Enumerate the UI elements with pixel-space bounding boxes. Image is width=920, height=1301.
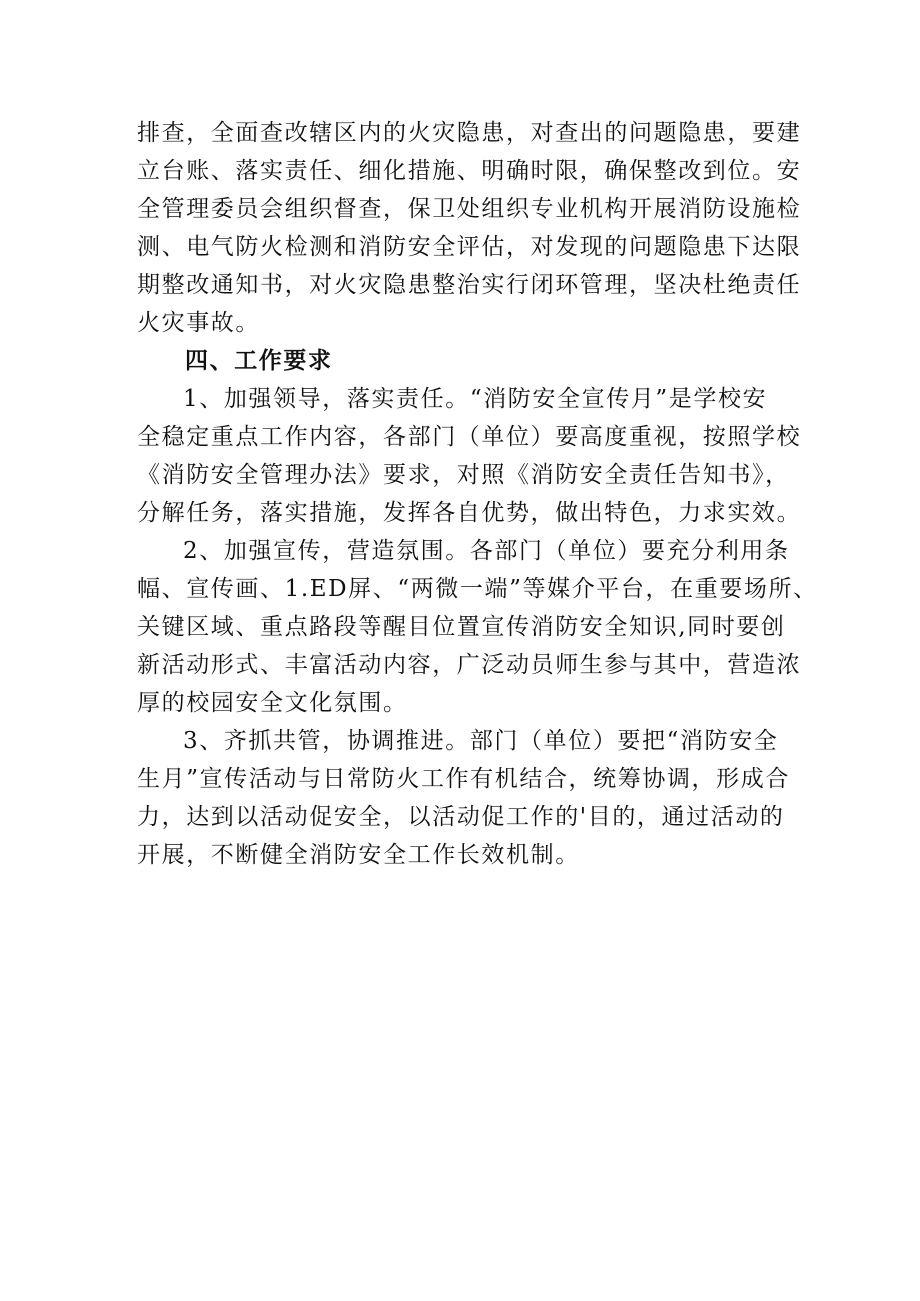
text-line: 新活动形式、丰富活动内容，广泛动员师生参与其中，营造浓 bbox=[137, 652, 802, 678]
text-line: 关键区域、重点路段等醒目位置宣传消防安全知识,同时要创 bbox=[137, 614, 786, 640]
paragraph-leadership bbox=[137, 380, 802, 532]
text-line: 排查，全面查改辖区内的火灾隐患，对查出的问题隐患，要建 bbox=[137, 120, 802, 146]
text-line: 测、电气防火检测和消防安全评估，对发现的问题隐患下达限 bbox=[137, 234, 802, 260]
section-heading: 四、工作要求 bbox=[185, 348, 333, 374]
paragraph-publicity bbox=[137, 532, 818, 722]
text-line: 2、加强宣传，营造氛围。各部门（单位）要充分利用条 bbox=[183, 538, 790, 564]
text-line: 立台账、落实责任、细化措施、明确时限，确保整改到位。安 bbox=[137, 158, 802, 184]
text-line: 全稳定重点工作内容，各部门（单位）要高度重视，按照学校 bbox=[137, 424, 802, 450]
text-line: 幅、宣传画、1.ED屏、“两微一端”等媒介平台，在重要场所、 bbox=[137, 576, 818, 602]
text-line: 1、加强领导，落实责任。“消防安全宣传月”是学校安 bbox=[183, 386, 768, 412]
text-line: 《消防安全管理办法》要求，对照《消防安全责任告知书》， bbox=[137, 462, 790, 488]
paragraph-coordination bbox=[137, 722, 797, 874]
text-line: 生月”宣传活动与日常防火工作有机结合，统筹协调，形成合 bbox=[137, 766, 790, 792]
paragraph-hazard-rectification bbox=[137, 114, 802, 342]
document-body bbox=[137, 114, 818, 874]
text-line: 分解任务，落实措施，发挥各自优势，做出特色，力求实效。 bbox=[137, 500, 802, 526]
text-line: 火灾事故。 bbox=[137, 310, 260, 336]
text-line: 厚的校园安全文化氛围。 bbox=[137, 690, 408, 716]
text-line: 全管理委员会组织督查，保卫处组织专业机构开展消防设施检 bbox=[137, 196, 802, 222]
text-line: 期整改通知书，对火灾隐患整治实行闭环管理，坚决杜绝责任 bbox=[137, 272, 802, 298]
text-line: 力，达到以活动促安全，以活动促工作的'目的，通过活动的 bbox=[137, 804, 785, 830]
text-line: 开展，不断健全消防安全工作长效机制。 bbox=[137, 842, 580, 868]
text-line: 3、齐抓共管，协调推进。部门（单位）要把“消防安全 bbox=[183, 728, 779, 754]
